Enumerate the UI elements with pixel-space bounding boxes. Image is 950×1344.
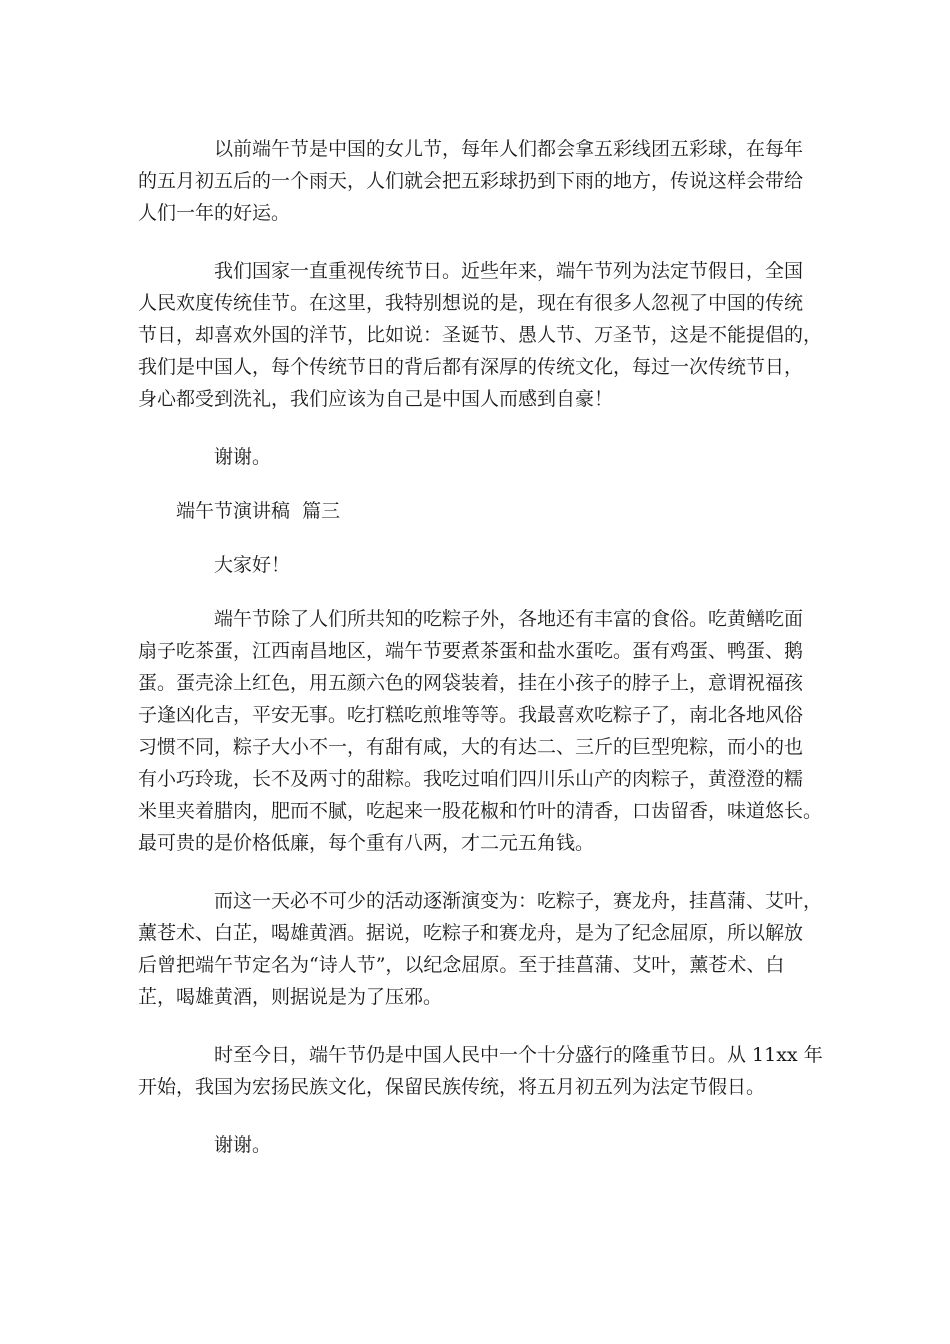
text-line: 时至今日，端午节仍是中国人民中一个十分盛行的隆重节日。从 11xx 年 [214,1044,823,1066]
text-line: 人民欢度传统佳节。在这里，我特别想说的是，现在有很多人忽视了中国的传统 [138,292,804,314]
paragraph-girls-festival [138,133,820,229]
text-line: 习惯不同，粽子大小不一，有甜有咸，大的有达二、三斤的巨型兜粽，而小的也 [138,736,804,758]
text-line: 身心都受到洗礼，我们应该为自己是中国人而感到自豪！ [138,388,614,410]
paragraph-food-customs [138,603,823,859]
text-line: 后曾把端午节定名为“诗人节”，以纪念屈原。至于挂菖蒲、艾叶，薰苍术、白 [138,954,785,976]
paragraph-thanks-2 [138,1129,820,1161]
text-line: 芷，喝雄黄酒，则据说是为了压邪。 [138,986,443,1008]
text-line: 人们一年的好运。 [138,202,291,224]
document-page [138,133,823,1183]
text-line: 节日，却喜欢外国的洋节，比如说：圣诞节、愚人节、万圣节，这是不能提倡的， [138,324,823,346]
paragraph-today [138,1039,823,1103]
text-line: 我们是中国人，每个传统节日的背后都有深厚的传统文化，每过一次传统节日， [138,356,804,378]
paragraph-greeting [138,549,820,581]
text-line: 蛋。蛋壳涂上红色，用五颜六色的网袋装着，挂在小孩子的脖子上，意谓祝福孩 [138,672,804,694]
text-line: 扇子吃茶蛋，江西南昌地区，端午节要煮茶蛋和盐水蛋吃。蛋有鸡蛋、鸭蛋、鹅 [138,640,804,662]
text-line: 的五月初五后的一个雨天，人们就会把五彩球扔到下雨的地方，传说这样会带给 [138,170,804,192]
text-line: 我们国家一直重视传统节日。近些年来，端午节列为法定节假日，全国 [214,260,804,282]
text-line: 薰苍术、白芷，喝雄黄酒。据说，吃粽子和赛龙舟，是为了纪念屈原，所以解放 [138,922,804,944]
text-line: 端午节除了人们所共知的吃粽子外，各地还有丰富的食俗。吃黄鳝吃面 [214,608,804,630]
text-line: 谢谢。 [214,446,272,468]
text-line: 子逢凶化吉，平安无事。吃打糕吃煎堆等等。我最喜欢吃粽子了，南北各地风俗 [138,704,804,726]
heading-text: 端午节演讲稿 篇三 [176,500,341,522]
text-line: 最可贵的是价格低廉，每个重有八两，才二元五角钱。 [138,832,595,854]
text-line: 大家好！ [214,554,291,576]
text-line: 而这一天必不可少的活动逐渐演变为：吃粽子，赛龙舟，挂菖蒲、艾叶， [214,890,823,912]
paragraph-thanks-1 [138,441,820,473]
text-line: 米里夹着腊肉，肥而不腻，吃起来一股花椒和竹叶的清香，口齿留香，味道悠长。 [138,800,823,822]
text-line: 开始，我国为宏扬民族文化，保留民族传统，将五月初五列为法定节假日。 [138,1076,766,1098]
section-heading [138,495,820,527]
paragraph-activities [138,885,823,1013]
text-line: 有小巧玲珑，长不及两寸的甜粽。我吃过咱们四川乐山产的肉粽子，黄澄澄的糯 [138,768,804,790]
text-line: 以前端午节是中国的女儿节，每年人们都会拿五彩线团五彩球，在每年 [214,138,804,160]
paragraph-traditional-festivals [138,255,823,415]
text-line: 谢谢。 [214,1134,272,1156]
